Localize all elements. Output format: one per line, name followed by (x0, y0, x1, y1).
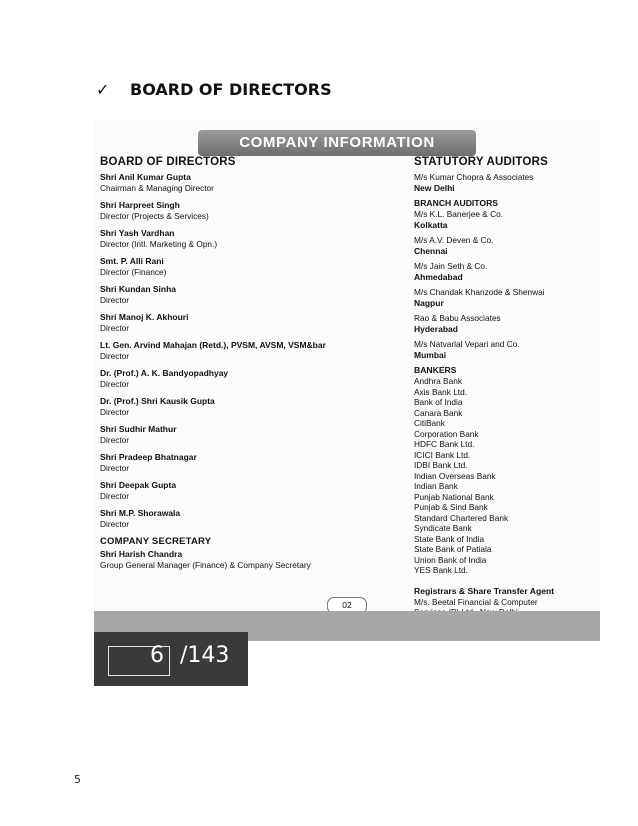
director-entry (100, 340, 390, 362)
director-name: Shri Deepak Gupta (100, 480, 177, 490)
banker-item: State Bank of India (414, 533, 485, 544)
bankers-list (414, 376, 600, 576)
branch-firm: M/s Natvarlal Vepari and Co. (414, 339, 520, 349)
director-name: Shri Kundan Sinha (100, 284, 177, 294)
director-name: Dr. (Prof.) Shri Kausik Gupta (100, 396, 215, 406)
director-name: Shri Anil Kumar Gupta (100, 172, 191, 182)
registrar-title: Registrars & Share Transfer Agent (414, 585, 555, 596)
director-entry (100, 508, 390, 530)
banker-item: Bank of India (414, 397, 463, 407)
director-entry (100, 368, 390, 390)
branch-firm: M/s Chandak Khanzode & Shenwai (414, 287, 545, 297)
director-name: Shri M.P. Shorawala (100, 508, 181, 518)
board-title: BOARD OF DIRECTORS (100, 156, 236, 168)
banker-item: Indian Bank (414, 481, 458, 491)
branch-auditor (414, 235, 600, 256)
director-role: Director (Intl. Marketing & Opn.) (100, 239, 218, 249)
director-name: Shri Harpreet Singh (100, 200, 180, 210)
banker-item: Corporation Bank (414, 428, 479, 439)
branch-auditor (414, 261, 600, 282)
secretary-title: COMPANY SECRETARY (100, 536, 212, 547)
banker-item: HDFC Bank Ltd. (414, 439, 475, 449)
branch-firm: M/s A.V. Deven & Co. (414, 235, 494, 245)
director-entry (100, 200, 390, 222)
director-entry (100, 424, 390, 446)
branch-title: BRANCH AUDITORS (414, 198, 499, 208)
bankers-title: BANKERS (414, 365, 457, 375)
auditors-title: STATUTORY AUDITORS (414, 156, 548, 168)
director-role: Director (Finance) (100, 267, 167, 277)
registrar-line1: M/s. Beetal Financial & Computer (414, 596, 538, 607)
director-name: Lt. Gen. Arvind Mahajan (Retd.), PVSM, AVSM, VSM&bar (100, 340, 326, 350)
branch-auditors-list (414, 209, 600, 360)
branch-firm: M/s K.L. Banerjee & Co. (414, 209, 504, 219)
director-role: Director (100, 519, 130, 529)
secretary-role: Group General Manager (Finance) & Company Secretary (100, 560, 311, 570)
branch-firm: M/s Jain Seth & Co. (414, 261, 488, 271)
branch-city: Kolkatta (414, 219, 448, 230)
banker-item: State Bank of Patiala (414, 544, 492, 554)
director-name: Shri Pradeep Bhatnagar (100, 452, 197, 462)
banker-item: YES Bank Ltd. (414, 565, 468, 575)
branch-auditor (414, 287, 600, 308)
director-entry (100, 172, 390, 194)
checkmark-icon: ✓ (96, 80, 110, 99)
banker-item: Punjab & Sind Bank (414, 502, 488, 512)
director-role: Director (100, 435, 130, 445)
current-page[interactable]: 6 (150, 643, 164, 668)
director-role: Director (100, 379, 130, 389)
director-role: Director (100, 491, 130, 501)
banker-item: Andhra Bank (414, 376, 462, 386)
branch-city: Hyderabad (414, 323, 458, 334)
statutory-auditor (414, 172, 600, 193)
secretary-name: Shri Harish Chandra (100, 549, 183, 559)
statutory-city: New Delhi (414, 182, 455, 193)
director-name: Smt. P. Alli Rani (100, 256, 164, 266)
director-entry (100, 256, 390, 278)
secretary-entry (100, 549, 390, 571)
director-role: Director (Projects & Services) (100, 211, 209, 221)
director-role: Director (100, 295, 130, 305)
director-entry (100, 396, 390, 418)
banker-item: Axis Bank Ltd. (414, 386, 468, 397)
branch-auditor (414, 339, 600, 360)
branch-firm: Rao & Babu Associates (414, 313, 501, 323)
banker-item: ICICI Bank Ltd. (414, 449, 471, 460)
right-column (414, 156, 600, 623)
branch-city: Ahmedabad (414, 271, 463, 282)
statutory-firm: M/s Kumar Chopra & Associates (414, 172, 534, 182)
director-role: Director (100, 323, 130, 333)
banker-item: Union Bank of India (414, 554, 487, 565)
banker-item: Indian Overseas Bank (414, 470, 496, 481)
scanned-page-image (94, 120, 600, 615)
footer-page-number: 5 (74, 773, 81, 786)
total-pages: /143 (180, 643, 230, 668)
banker-item: CitiBank (414, 418, 445, 428)
section-heading (96, 80, 332, 99)
director-role: Director (100, 463, 130, 473)
company-information-banner: COMPANY INFORMATION (198, 130, 476, 156)
director-entry (100, 312, 390, 334)
director-entry (100, 228, 390, 250)
directors-list (100, 172, 390, 530)
director-name: Shri Sudhir Mathur (100, 424, 177, 434)
banker-item: Syndicate Bank (414, 523, 472, 533)
banker-item: IDBI Bank Ltd. (414, 460, 468, 470)
branch-auditor (414, 209, 600, 230)
banker-item: Canara Bank (414, 407, 463, 418)
banker-item: Punjab National Bank (414, 491, 494, 502)
page-counter (94, 632, 248, 686)
section-title: BOARD OF DIRECTORS (130, 80, 332, 99)
director-entry (100, 284, 390, 306)
director-entry (100, 480, 390, 502)
director-role: Director (100, 351, 130, 361)
left-column (100, 156, 390, 577)
director-role: Director (100, 407, 130, 417)
branch-city: Chennai (414, 245, 448, 256)
director-entry (100, 452, 390, 474)
director-role: Chairman & Managing Director (100, 183, 214, 193)
banker-item: Standard Chartered Bank (414, 512, 509, 523)
director-name: Dr. (Prof.) A. K. Bandyopadhyay (100, 368, 229, 378)
scan-page-number: 02 (327, 597, 367, 614)
director-name: Shri Manoj K. Akhouri (100, 312, 189, 322)
director-name: Shri Yash Vardhan (100, 228, 175, 238)
branch-auditor (414, 313, 600, 334)
branch-city: Mumbai (414, 349, 447, 360)
branch-city: Nagpur (414, 297, 444, 308)
